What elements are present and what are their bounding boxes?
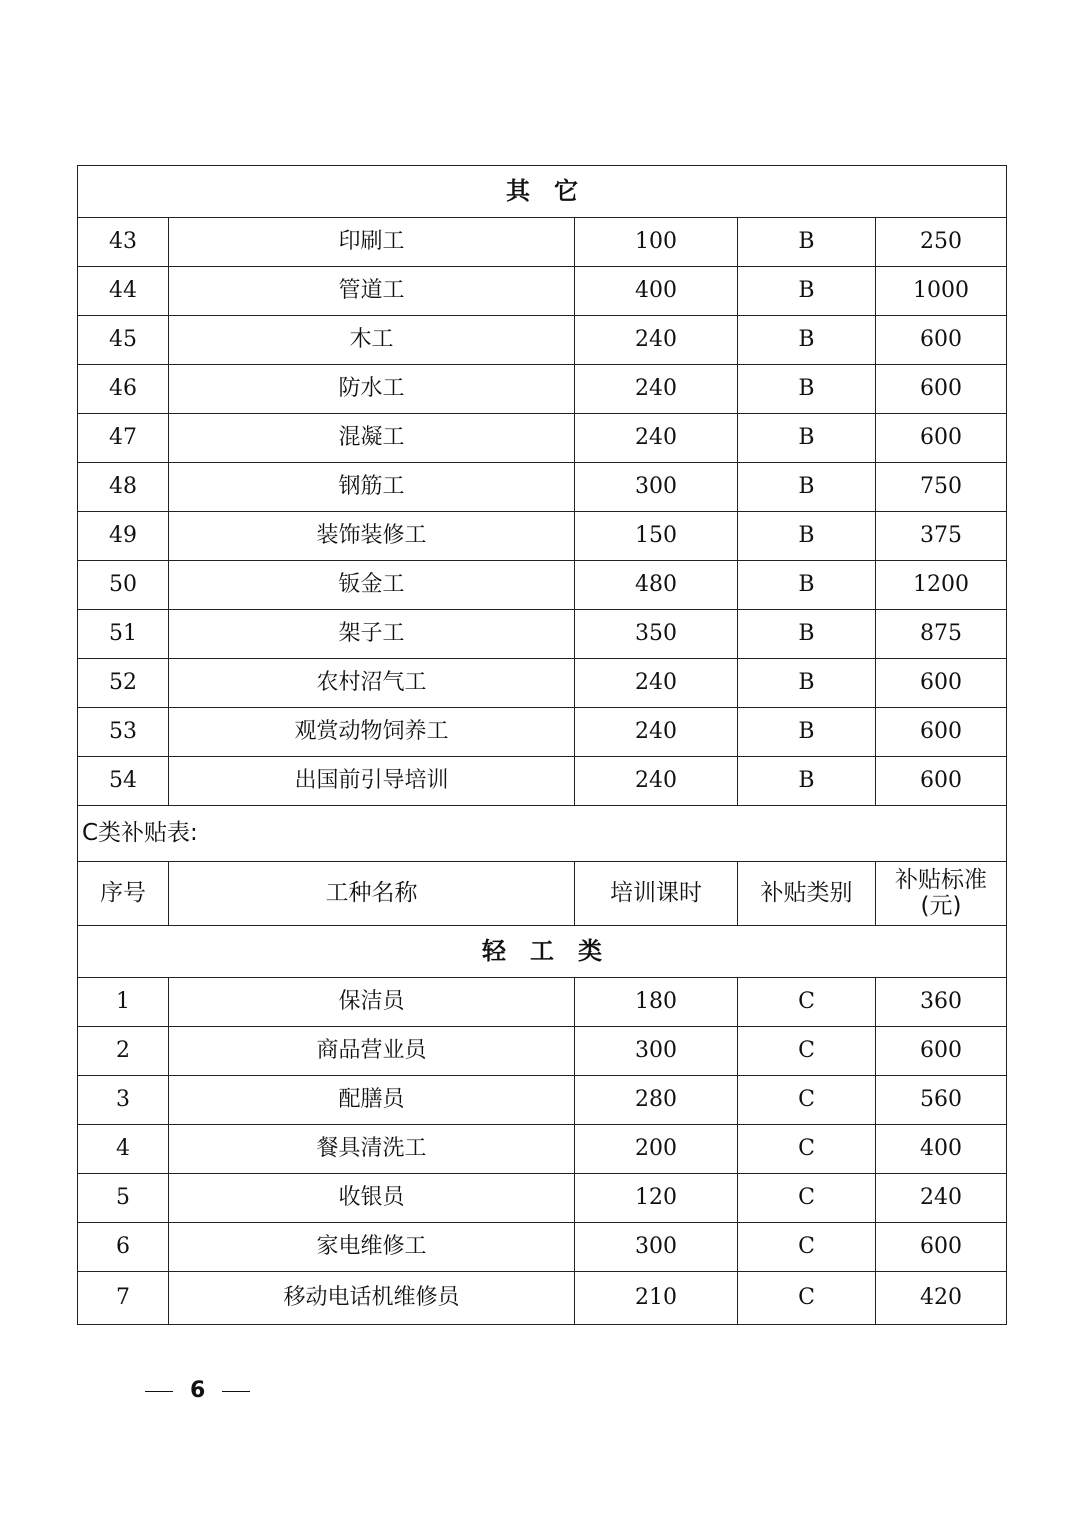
cell-hours: 300 (575, 463, 738, 512)
cell-hours: 300 (575, 1223, 738, 1272)
header-hours: 培训课时 (575, 862, 738, 926)
header-name: 工种名称 (169, 862, 575, 926)
cell-amount: 600 (876, 365, 1007, 414)
cell-type: B (738, 365, 876, 414)
cell-name: 钢筋工 (169, 463, 575, 512)
cell-no: 49 (78, 512, 169, 561)
cell-type: C (738, 1076, 876, 1125)
cell-name: 保洁员 (169, 978, 575, 1027)
caption-c-table: C类补贴表: (78, 806, 1007, 862)
cell-no: 1 (78, 978, 169, 1027)
cell-name: 商品营业员 (169, 1027, 575, 1076)
cell-amount: 560 (876, 1076, 1007, 1125)
cell-amount: 400 (876, 1125, 1007, 1174)
cell-type: B (738, 463, 876, 512)
cell-type: B (738, 267, 876, 316)
cell-no: 50 (78, 561, 169, 610)
cell-name: 收银员 (169, 1174, 575, 1223)
cell-hours: 240 (575, 757, 738, 806)
header-type: 补贴类别 (738, 862, 876, 926)
cell-hours: 240 (575, 708, 738, 757)
page-footer (145, 1378, 250, 1403)
header-no: 序号 (78, 862, 169, 926)
cell-hours: 100 (575, 218, 738, 267)
cell-type: B (738, 561, 876, 610)
table-row (78, 610, 1007, 659)
cell-amount: 750 (876, 463, 1007, 512)
cell-hours: 240 (575, 316, 738, 365)
cell-hours: 180 (575, 978, 738, 1027)
table-row (78, 561, 1007, 610)
cell-type: B (738, 218, 876, 267)
cell-amount: 1000 (876, 267, 1007, 316)
table-row (78, 512, 1007, 561)
cell-name: 架子工 (169, 610, 575, 659)
cell-type: B (738, 414, 876, 463)
table-row (78, 463, 1007, 512)
cell-no: 7 (78, 1272, 169, 1325)
cell-no: 5 (78, 1174, 169, 1223)
cell-no: 46 (78, 365, 169, 414)
cell-amount: 420 (876, 1272, 1007, 1325)
section-header-light (78, 926, 1007, 978)
cell-no: 43 (78, 218, 169, 267)
cell-hours: 280 (575, 1076, 738, 1125)
cell-type: B (738, 316, 876, 365)
cell-amount: 240 (876, 1174, 1007, 1223)
page-number: 6 (190, 1378, 206, 1403)
cell-hours: 240 (575, 659, 738, 708)
table-row (78, 708, 1007, 757)
header-amount (876, 862, 1007, 926)
table-row (78, 1272, 1007, 1325)
table-row (78, 267, 1007, 316)
cell-type: C (738, 1125, 876, 1174)
cell-name: 木工 (169, 316, 575, 365)
cell-name: 餐具清洗工 (169, 1125, 575, 1174)
cell-no: 48 (78, 463, 169, 512)
header-amount-line2: (元) (920, 892, 962, 919)
cell-amount: 600 (876, 757, 1007, 806)
section-title-light: 轻 工 类 (78, 926, 1007, 978)
subsidy-table-body (78, 166, 1007, 1325)
cell-name: 管道工 (169, 267, 575, 316)
cell-hours: 150 (575, 512, 738, 561)
table-row (78, 1076, 1007, 1125)
cell-no: 51 (78, 610, 169, 659)
cell-name: 钣金工 (169, 561, 575, 610)
section-header-other (78, 166, 1007, 218)
cell-no: 54 (78, 757, 169, 806)
cell-amount: 600 (876, 708, 1007, 757)
cell-name: 防水工 (169, 365, 575, 414)
cell-hours: 200 (575, 1125, 738, 1174)
cell-amount: 600 (876, 1027, 1007, 1076)
cell-name: 移动电话机维修员 (169, 1272, 575, 1325)
cell-hours: 400 (575, 267, 738, 316)
cell-hours: 350 (575, 610, 738, 659)
subsidy-table (77, 165, 1007, 1325)
table-row (78, 316, 1007, 365)
cell-no: 52 (78, 659, 169, 708)
cell-type: C (738, 1223, 876, 1272)
column-header-row (78, 862, 1007, 926)
table-row (78, 414, 1007, 463)
cell-no: 44 (78, 267, 169, 316)
cell-hours: 210 (575, 1272, 738, 1325)
cell-no: 4 (78, 1125, 169, 1174)
cell-name: 配膳员 (169, 1076, 575, 1125)
cell-name: 装饰装修工 (169, 512, 575, 561)
cell-name: 混凝工 (169, 414, 575, 463)
cell-no: 3 (78, 1076, 169, 1125)
cell-type: C (738, 1272, 876, 1325)
cell-amount: 875 (876, 610, 1007, 659)
cell-no: 47 (78, 414, 169, 463)
cell-type: B (738, 708, 876, 757)
cell-name: 出国前引导培训 (169, 757, 575, 806)
table-row (78, 1027, 1007, 1076)
caption-row-c (78, 806, 1007, 862)
table-row (78, 757, 1007, 806)
cell-amount: 250 (876, 218, 1007, 267)
cell-hours: 120 (575, 1174, 738, 1223)
cell-amount: 600 (876, 659, 1007, 708)
cell-type: B (738, 757, 876, 806)
section-title-other: 其 它 (78, 166, 1007, 218)
cell-name: 农村沼气工 (169, 659, 575, 708)
cell-hours: 480 (575, 561, 738, 610)
cell-type: B (738, 610, 876, 659)
table-row (78, 978, 1007, 1027)
table-row (78, 365, 1007, 414)
cell-type: B (738, 659, 876, 708)
cell-name: 家电维修工 (169, 1223, 575, 1272)
footer-dash-left (145, 1391, 173, 1392)
cell-amount: 600 (876, 1223, 1007, 1272)
table-row (78, 218, 1007, 267)
cell-hours: 240 (575, 365, 738, 414)
cell-no: 2 (78, 1027, 169, 1076)
cell-name: 观赏动物饲养工 (169, 708, 575, 757)
cell-no: 53 (78, 708, 169, 757)
cell-amount: 375 (876, 512, 1007, 561)
cell-amount: 600 (876, 414, 1007, 463)
cell-name: 印刷工 (169, 218, 575, 267)
cell-type: C (738, 1027, 876, 1076)
cell-no: 45 (78, 316, 169, 365)
footer-dash-right (222, 1391, 250, 1392)
cell-hours: 300 (575, 1027, 738, 1076)
cell-amount: 1200 (876, 561, 1007, 610)
cell-amount: 360 (876, 978, 1007, 1027)
cell-hours: 240 (575, 414, 738, 463)
table-row (78, 1125, 1007, 1174)
table-row (78, 1223, 1007, 1272)
cell-type: B (738, 512, 876, 561)
header-amount-line1: 补贴标准 (895, 867, 988, 894)
cell-type: C (738, 978, 876, 1027)
cell-type: C (738, 1174, 876, 1223)
cell-no: 6 (78, 1223, 169, 1272)
table-row (78, 1174, 1007, 1223)
table-row (78, 659, 1007, 708)
cell-amount: 600 (876, 316, 1007, 365)
